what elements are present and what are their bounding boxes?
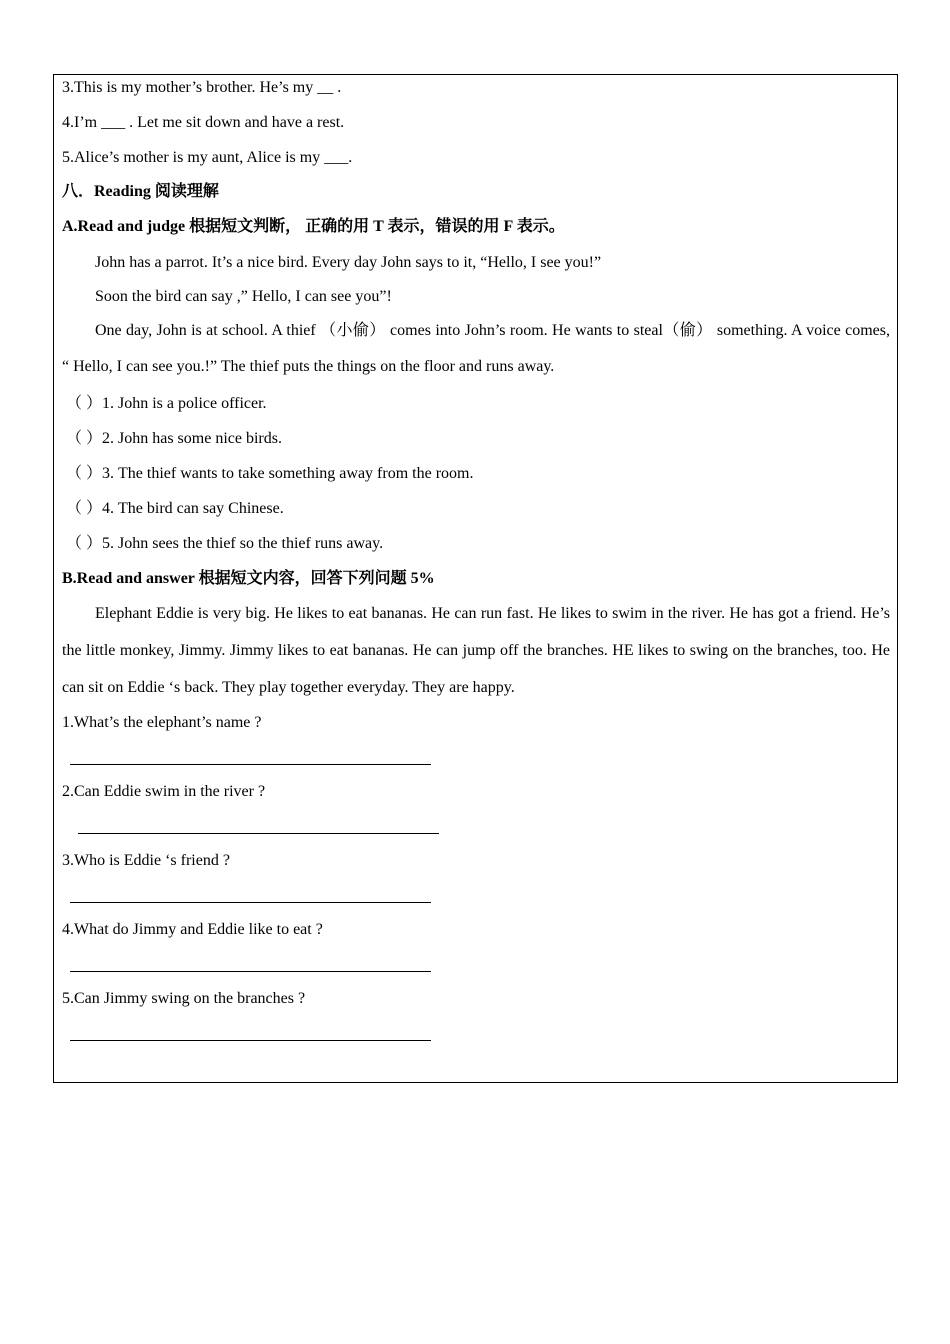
part-a-heading: A.Read and judge 根据短文判断， 正确的用 T 表示，错误的用 F 表示。 (62, 218, 565, 235)
judge-item-5: （ ）5. John sees the thief so the thief runs away. (66, 535, 384, 552)
answer-line-3[interactable] (70, 902, 431, 903)
answer-line-4[interactable] (70, 971, 431, 972)
question-5: 5.Can Jimmy swing on the branches ? (62, 990, 306, 1007)
question-4: 4.What do Jimmy and Eddie like to eat ? (62, 921, 323, 938)
part-b-heading: B.Read and answer 根据短文内容，回答下列问题 5% (62, 570, 435, 587)
judge-item-2: （ ）2. John has some nice birds. (66, 430, 282, 447)
fill-blank-4: 4.I’m ___ . Let me sit down and have a rest. (62, 114, 345, 131)
answer-line-2[interactable] (78, 833, 439, 834)
answer-line-1[interactable] (70, 764, 431, 765)
fill-blank-3: 3.This is my mother’s brother. He’s my __ . (62, 79, 342, 96)
question-2: 2.Can Eddie swim in the river ? (62, 783, 266, 800)
judge-item-1: （ ）1. John is a police officer. (66, 395, 267, 412)
question-3: 3.Who is Eddie ‘s friend ? (62, 852, 230, 869)
judge-item-4: （ ）4. The bird can say Chinese. (66, 500, 284, 517)
part-b-passage-paragraph (62, 595, 890, 706)
part-b-passage-text: Elephant Eddie is very big. He likes to eat bananas. He can run fast. He likes to swim in the river. He has got a friend. He’s the little monkey, Jimmy. Jimmy likes to eat bananas. He can jump off the branches. HE likes to swing on the branches, too. He can sit on Eddie ‘s back. They play together everyday. They are happy. (62, 605, 890, 696)
section-title: 八．Reading 阅读理解 (62, 183, 219, 200)
part-a-passage-line-1: John has a parrot. It’s a nice bird. Every day John says to it, “Hello, I see you!” (95, 254, 602, 271)
fill-blank-5: 5.Alice’s mother is my aunt, Alice is my ___. (62, 149, 353, 166)
part-a-passage-text: One day, John is at school. A thief （小偷） comes into John’s room. He wants to steal（偷） something. A voice comes, “ Hello, I can see you.!” The thief puts the things on the floor and runs away. (62, 322, 890, 375)
judge-item-3: （ ）3. The thief wants to take something away from the room. (66, 465, 474, 482)
part-a-passage-line-2: Soon the bird can say ,” Hello, I can see you”! (95, 288, 392, 305)
part-a-passage-paragraph (62, 313, 890, 385)
answer-line-5[interactable] (70, 1040, 431, 1041)
question-1: 1.What’s the elephant’s name ? (62, 714, 262, 731)
